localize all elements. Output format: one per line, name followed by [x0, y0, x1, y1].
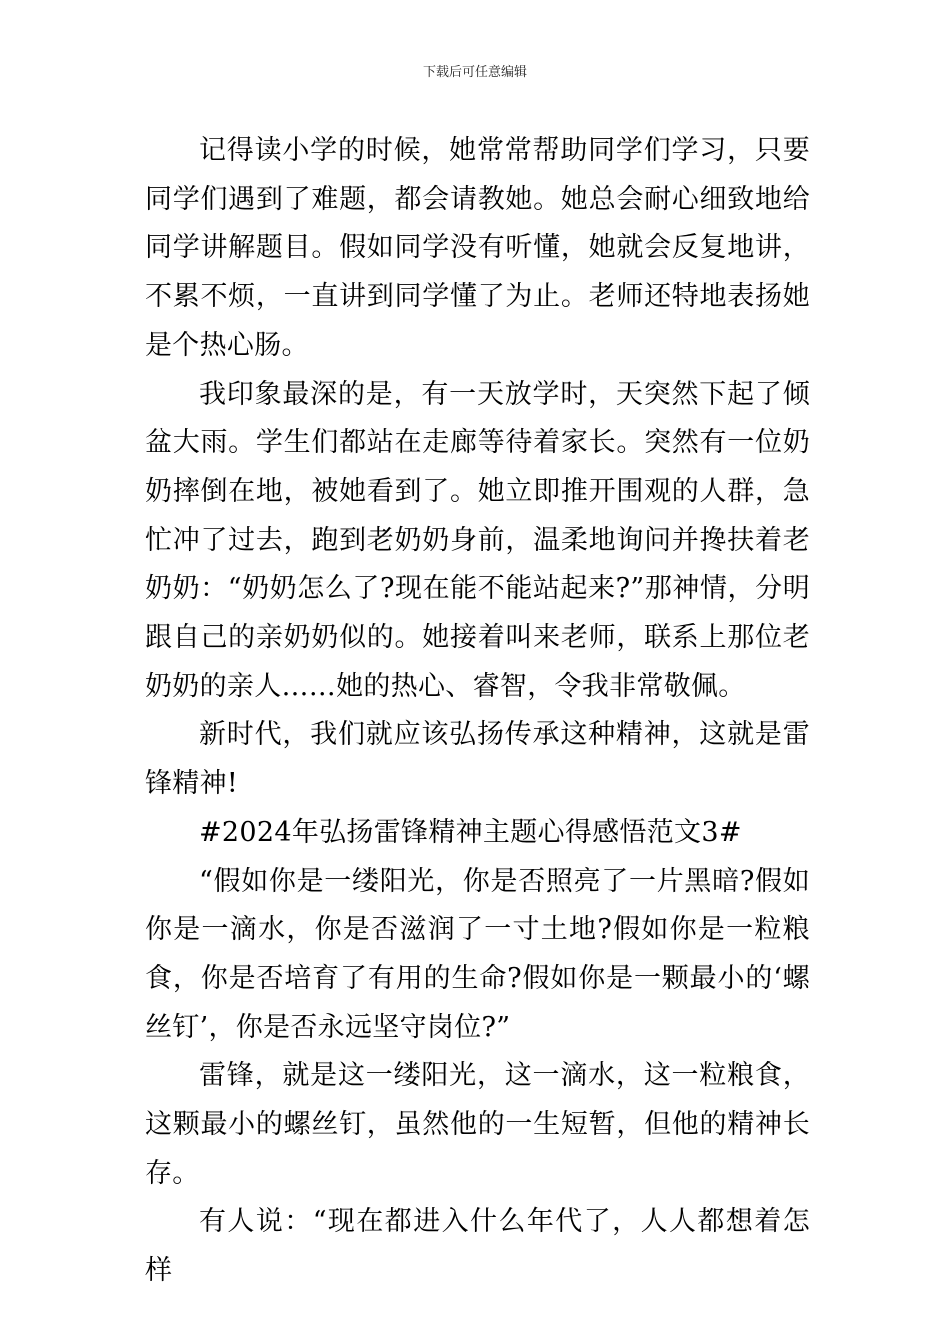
section-heading: #2024年弘扬雷锋精神主题心得感悟范文3#	[199, 816, 742, 848]
paragraph-6: 有人说：“现在都进入什么年代了，人人都想着怎样	[145, 1206, 810, 1287]
paragraph-3: 新时代，我们就应该弘扬传承这种精神，这就是雷锋精神!	[145, 719, 810, 800]
paragraph-quote: “假如你是一缕阳光，你是否照亮了一片黑暗?假如你是一滴水，你是否滋润了一寸土地?假如你是一粒粮食，你是否培育了有用的生命?假如你是一颗最小的‘螺丝钉’，你是否永远坚守岗位?”	[145, 865, 810, 1043]
page-header: 下载后可任意编辑	[422, 65, 527, 80]
paragraph-5: 雷锋，就是这一缕阳光，这一滴水，这一粒粮食，这颗最小的螺丝钉，虽然他的一生短暂，但他的精神长存。	[145, 1060, 810, 1189]
paragraph-2: 我印象最深的是，有一天放学时，天突然下起了倾盆大雨。学生们都站在走廊等待着家长。突然有一位奶奶摔倒在地，被她看到了。她立即推开围观的人群，急忙冲了过去，跑到老奶奶身前，温柔地询问并搀扶着老奶奶：“奶奶怎么了?现在能不能站起来?”那神情，分明跟自己的亲奶奶似的。她接着叫来老师，联系上那位老奶奶的亲人……她的热心、睿智，令我非常敬佩。	[145, 378, 810, 702]
paragraph-1: 记得读小学的时候，她常常帮助同学们学习，只要同学们遇到了难题，都会请教她。她总会耐心细致地给同学讲解题目。假如同学没有听懂，她就会反复地讲，不累不烦，一直讲到同学懂了为止。老师还特地表扬她是个热心肠。	[145, 135, 810, 361]
document-body	[145, 127, 810, 1296]
